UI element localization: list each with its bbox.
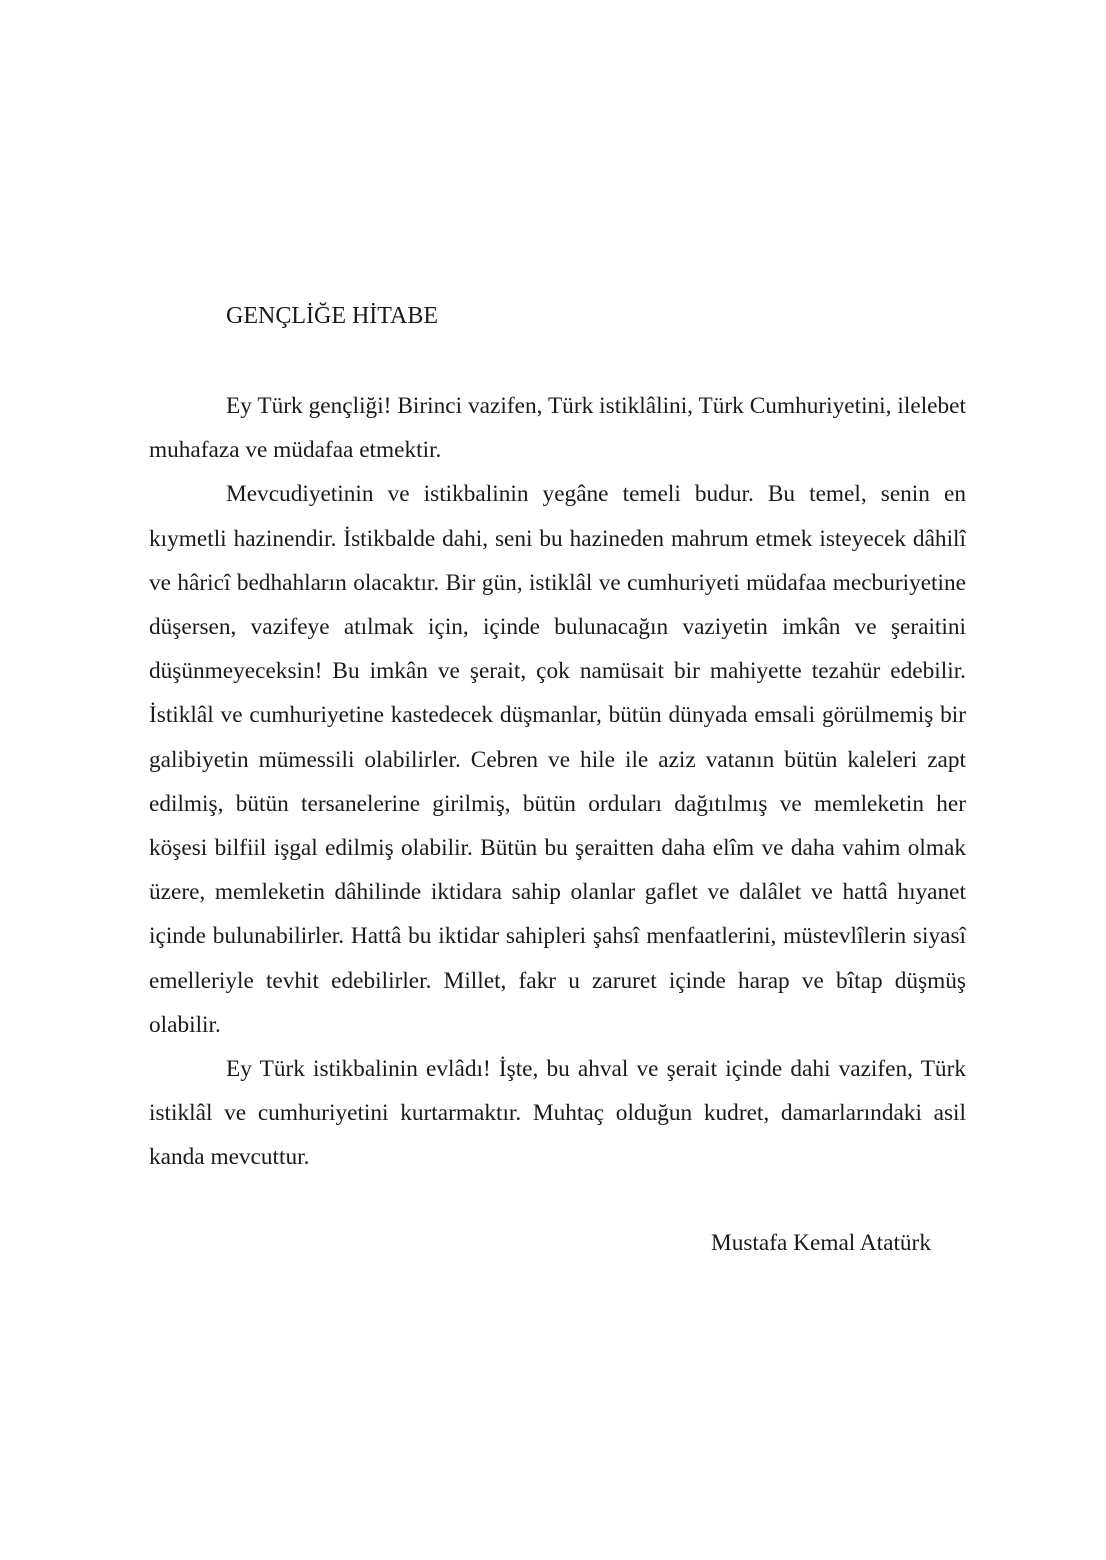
paragraph-1: Ey Türk gençliği! Birinci vazifen, Türk istiklâlini, Türk Cumhuriyetini, ilelebet muhafaza ve müdafaa etmektir. (149, 393, 966, 464)
paragraph-3: Ey Türk istikbalinin evlâdı! İşte, bu ahval ve şerait içinde dahi vazifen, Türk istiklâl ve cumhuriyetini kurtarmaktır. Muhtaç olduğun kudret, damarlarındaki asil kanda mevcuttur. (149, 1056, 966, 1171)
author-signature: Mustafa Kemal Atatürk (711, 1230, 931, 1256)
document-body (149, 384, 966, 1180)
paragraph-2: Mevcudiyetinin ve istikbalinin yegâne temeli budur. Bu temel, senin en kıymetli hazinendir. İstikbalde dahi, seni bu hazineden mahrum etmek isteyecek dâhilî ve hâricî bedhahların olacaktır. Bir gün, istiklâl ve cumhuriyeti müdafaa mecburiyetine düşersen, vazifeye atılmak için, içinde bulunacağın vaziyetin imkân ve şeraitini düşünmeyeceksin! Bu imkân ve şerait, çok namüsait bir mahiyette tezahür edebilir. İstiklâl ve cumhuriyetine kastedecek düşmanlar, bütün dünyada emsali görülmemiş bir galibiyetin mümessili olabilirler. Cebren ve hile ile aziz vatanın bütün kaleleri zapt edilmiş, bütün tersanelerine girilmiş, bütün orduları dağıtılmış ve memleketin her köşesi bilfiil işgal edilmiş olabilir. Bütün bu şeraitten daha elîm ve daha vahim olmak üzere, memleketin dâhilinde iktidara sahip olanlar gaflet ve dalâlet ve hattâ hıyanet içinde bulunabilirler. Hattâ bu iktidar sahipleri şahsî menfaatlerini, müstevlîlerin siyasî emelleriyle tevhit edebilirler. Millet, fakr u zaruret içinde harap ve bîtap düşmüş olabilir. (149, 481, 966, 1038)
document-title: GENÇLİĞE HİTABE (226, 303, 439, 329)
